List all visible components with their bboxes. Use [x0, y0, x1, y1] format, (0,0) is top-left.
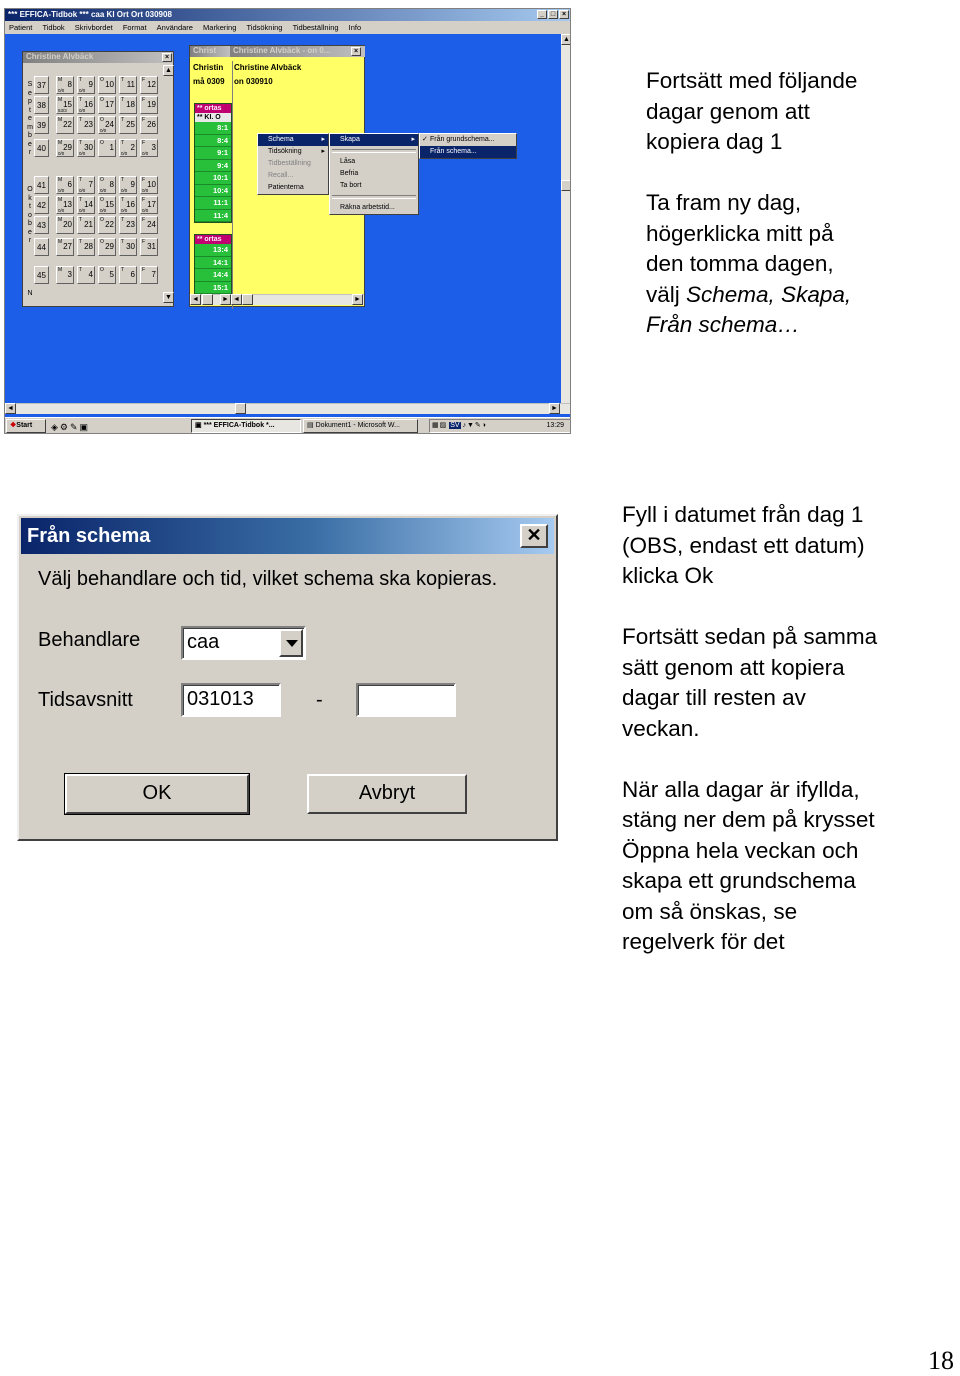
day-hours: 0/0	[100, 208, 107, 213]
context-menu	[257, 133, 329, 195]
scroll-up-icon[interactable]: ▲	[163, 65, 174, 76]
scroll-down-icon[interactable]: ▼	[163, 292, 174, 303]
taskbar-item-word[interactable]: ▤ Dokument1 - Microsoft W...	[303, 419, 418, 433]
day-number: 7	[151, 270, 156, 279]
day-number: 7	[88, 180, 93, 189]
day-hours: 0/0	[79, 108, 86, 113]
main-scroll-right-icon[interactable]: ►	[549, 403, 560, 414]
calendar-day[interactable]	[119, 176, 137, 194]
tidsavsnitt-from-input[interactable]: 031013	[181, 683, 281, 717]
calendar-day[interactable]	[56, 196, 74, 214]
instruction-text-2: Fyll i datumet från dag 1 (OBS, endast ett datum) klicka Ok Fortsätt sedan på samma sätt genom att kopiera dagar till resten av veckan. När alla dagar är ifyllda, stäng ner dem på krysset Öppna hela veckan och skapa ett grundschema om så önskas, se regelverk för det	[622, 502, 878, 954]
main-scroll-left-icon[interactable]: ◄	[5, 403, 16, 414]
day-number: 27	[63, 242, 72, 251]
calendar-window	[22, 51, 174, 307]
slot[interactable]: 13:4	[195, 244, 231, 257]
menu-format[interactable]: Format	[122, 23, 147, 32]
calendar-day[interactable]	[140, 76, 158, 94]
scroll-thumb[interactable]	[202, 294, 213, 305]
dialog-instruction: Välj behandlare och tid, vilket schema ska kopieras.	[38, 568, 498, 590]
calendar-day[interactable]	[98, 238, 116, 256]
month-label-september: S e p t e m b e r	[27, 81, 33, 156]
menu-item-befria[interactable]: Befria	[340, 170, 359, 177]
close-icon[interactable]: ✕	[520, 524, 548, 548]
menu-item-tidsokning[interactable]: Tidsökning ▸	[258, 146, 328, 158]
day-letter: M	[58, 77, 63, 83]
day-letter: O	[100, 267, 104, 273]
day-number: 12	[147, 80, 156, 89]
calendar-day[interactable]	[77, 139, 95, 157]
day-letter: T	[121, 217, 125, 223]
calendar-close-icon[interactable]: ×	[162, 53, 172, 62]
calendar-day[interactable]	[56, 216, 74, 234]
dialog-title: Från schema	[27, 525, 151, 547]
word-icon: ▤	[307, 422, 316, 429]
day-letter: M	[58, 140, 63, 146]
day-number: 29	[63, 143, 72, 152]
calendar-day[interactable]	[119, 96, 137, 114]
calendar-day[interactable]	[140, 238, 158, 256]
calendar-title: Christine Alvbäck	[26, 52, 94, 61]
day-letter: T	[79, 117, 83, 123]
effica-screenshot	[4, 8, 571, 434]
day-hours: 0/0	[100, 188, 107, 193]
behandlare-dropdown[interactable]	[181, 626, 306, 660]
day-hours: 0/0	[79, 88, 86, 93]
slot[interactable]: 15:1	[195, 282, 231, 295]
tidsavsnitt-label: Tidsavsnitt	[38, 689, 133, 711]
col2-date: on 030910	[234, 77, 273, 86]
day-number: 3	[67, 270, 72, 279]
day-number: 6	[130, 270, 135, 279]
day-letter: M	[58, 217, 63, 223]
calendar-day[interactable]	[98, 216, 116, 234]
col1-name: Christin	[193, 63, 224, 72]
calendar-day[interactable]	[119, 76, 137, 94]
day-number: 10	[147, 180, 156, 189]
tray-icons-2: ♪▼✎◑	[462, 422, 488, 429]
vscroll[interactable]	[561, 34, 571, 404]
menu-bar	[5, 21, 571, 34]
day-number: 22	[105, 220, 114, 229]
scroll-left-icon-2[interactable]: ◄	[231, 294, 242, 305]
calendar-day[interactable]	[77, 176, 95, 194]
day-letter: T	[121, 117, 125, 123]
menu-tidsokning[interactable]: Tidsökning	[246, 23, 283, 32]
vscroll-up-icon[interactable]: ▲	[561, 34, 571, 45]
menu-skrivbordet[interactable]: Skrivbordet	[74, 23, 113, 32]
day-letter: F	[142, 117, 146, 123]
day-letter: F	[142, 267, 146, 273]
main-scroll-thumb[interactable]	[235, 403, 246, 414]
schedule-hscroll[interactable]	[190, 294, 364, 305]
menu-item-lasa[interactable]: Låsa	[340, 158, 356, 165]
vscroll-thumb[interactable]	[561, 180, 571, 191]
calendar-day[interactable]	[56, 266, 74, 284]
taskbar	[5, 417, 571, 433]
chevron-down-icon[interactable]	[279, 629, 303, 657]
app-icon: ▣	[195, 422, 204, 429]
calendar-day[interactable]	[98, 176, 116, 194]
calendar-day[interactable]	[98, 266, 116, 284]
day-number: 19	[147, 100, 156, 109]
day-hours: 0/0	[100, 128, 107, 133]
calendar-day[interactable]	[56, 139, 74, 157]
maximize-icon[interactable]: □	[548, 10, 558, 19]
calendar-day[interactable]	[119, 266, 137, 284]
calendar-day[interactable]	[98, 76, 116, 94]
day-letter: O	[100, 140, 104, 146]
calendar-day[interactable]	[140, 139, 158, 157]
calendar-day[interactable]	[56, 176, 74, 194]
calendar-day[interactable]	[119, 216, 137, 234]
dialog-title-bar	[21, 518, 554, 554]
menu-markering[interactable]: Markering	[203, 23, 237, 32]
behandlare-label: Behandlare	[38, 629, 141, 651]
calendar-day[interactable]	[119, 139, 137, 157]
day-letter: T	[121, 239, 125, 245]
week-number[interactable]: 37	[34, 76, 49, 94]
calendar-day[interactable]	[77, 238, 95, 256]
calendar-day[interactable]	[140, 196, 158, 214]
day-number: 24	[147, 220, 156, 229]
day-hours: 0/0	[121, 208, 128, 213]
slot[interactable]: 9:1	[195, 147, 231, 160]
day-letter: F	[142, 177, 146, 183]
calendar-day[interactable]	[56, 238, 74, 256]
day-letter: T	[79, 140, 83, 146]
day-number: 29	[105, 242, 114, 251]
day-letter: F	[142, 77, 146, 83]
week-number[interactable]: 40	[34, 139, 49, 157]
close-icon[interactable]: ×	[559, 10, 569, 19]
cancel-button[interactable]: Avbryt	[307, 774, 467, 814]
slot[interactable]: 8:4	[195, 135, 231, 148]
day-number: 10	[105, 80, 114, 89]
day-number: 8	[67, 80, 72, 89]
calendar-day[interactable]	[140, 216, 158, 234]
day-hours: 0/0	[79, 151, 86, 156]
calendar-day[interactable]	[98, 196, 116, 214]
day-number: 17	[105, 100, 114, 109]
month-label-november: N	[27, 290, 33, 297]
day-letter: F	[142, 197, 146, 203]
day-letter: O	[100, 117, 104, 123]
day-number: 30	[126, 242, 135, 251]
day-hours: 0/0	[142, 151, 149, 156]
slot[interactable]: 9:4	[195, 160, 231, 173]
menu-item-ta-bort[interactable]: Ta bort	[340, 182, 362, 189]
day-number: 11	[126, 80, 135, 89]
menu-separator	[332, 195, 416, 199]
day-letter: F	[142, 140, 146, 146]
calendar-day[interactable]	[119, 116, 137, 134]
calendar-day[interactable]	[140, 176, 158, 194]
calendar-day[interactable]	[119, 196, 137, 214]
day-hours: 0/0	[142, 208, 149, 213]
calendar-day[interactable]	[77, 216, 95, 234]
schedule-title-right: Christine Alvbäck - on 0...	[230, 46, 365, 57]
system-tray	[429, 419, 571, 433]
time-slots-afternoon: ** ortas 13:4 14:1 14:4 15:1	[194, 234, 232, 295]
day-letter: O	[100, 239, 104, 245]
day-letter: M	[58, 267, 63, 273]
day-letter: T	[79, 177, 83, 183]
day-number: 28	[84, 242, 93, 251]
clock: 13:29	[546, 422, 564, 429]
col1-date: må 0309	[193, 77, 225, 86]
week-number[interactable]: 38	[34, 96, 49, 114]
calendar-day[interactable]	[56, 116, 74, 134]
day-letter: T	[121, 77, 125, 83]
menu-item-fran-grundschema[interactable]: ✓ Från grundschema...	[420, 134, 516, 146]
day-number: 26	[147, 120, 156, 129]
day-hours: 53/3	[58, 108, 67, 113]
day-number: 23	[126, 220, 135, 229]
behandlare-value: caa	[187, 631, 220, 653]
week-number[interactable]: 44	[34, 238, 49, 256]
day-letter: T	[79, 239, 83, 245]
day-hours: 0/0	[121, 188, 128, 193]
check-icon: ✓	[422, 136, 428, 143]
day-number: 9	[130, 180, 135, 189]
start-button[interactable]: ❖Start	[6, 419, 46, 433]
week-number[interactable]: 43	[34, 216, 49, 234]
slot[interactable]: 14:4	[195, 269, 231, 282]
day-letter: T	[79, 97, 83, 103]
ok-button[interactable]: OK	[65, 774, 249, 814]
day-number: 31	[147, 242, 156, 251]
day-number: 23	[84, 120, 93, 129]
calendar-day[interactable]	[98, 116, 116, 134]
calendar-day[interactable]	[140, 96, 158, 114]
main-hscroll[interactable]	[5, 403, 571, 414]
month-label-oktober: O k t o b e r	[27, 186, 33, 244]
tray-icons: ▦▨	[432, 422, 448, 429]
menu-anvandare[interactable]: Användare	[156, 23, 193, 32]
day-number: 24	[105, 120, 114, 129]
menu-item-recall[interactable]: Recall...	[268, 172, 294, 179]
calendar-day[interactable]	[98, 139, 116, 157]
calendar-day[interactable]	[98, 96, 116, 114]
schema-submenu	[419, 133, 517, 159]
day-number: 2	[130, 143, 135, 152]
day-letter: O	[100, 77, 104, 83]
day-hours: 0/0	[142, 188, 149, 193]
scroll-right-icon[interactable]: ►	[220, 294, 231, 305]
page-number: 18	[928, 1346, 954, 1375]
calendar-day[interactable]	[77, 96, 95, 114]
calendar-day[interactable]	[77, 266, 95, 284]
scroll-right-icon-2[interactable]: ►	[352, 294, 363, 305]
menu-item-schema[interactable]: Schema ▸	[258, 134, 328, 146]
slot[interactable]: 14:1	[195, 257, 231, 270]
day-letter: M	[58, 239, 63, 245]
day-letter: F	[142, 97, 146, 103]
scroll-thumb-2[interactable]	[242, 294, 253, 305]
day-hours: 0/0	[58, 208, 65, 213]
day-number: 30	[84, 143, 93, 152]
windows-logo-icon: ❖	[10, 422, 17, 429]
app-title: *** EFFICA-Tidbok *** caa KI Ort Ort 030908	[8, 10, 172, 19]
skapa-menu	[329, 133, 419, 215]
day-number: 20	[63, 220, 72, 229]
day-number: 1	[109, 143, 114, 152]
day-number: 15	[105, 200, 114, 209]
day-letter: T	[79, 77, 83, 83]
menu-separator	[332, 149, 416, 153]
day-number: 9	[88, 80, 93, 89]
day-hours: 0/0	[58, 88, 65, 93]
schedule-title-left: Christ	[190, 46, 230, 57]
day-hours: 0/0	[121, 151, 128, 156]
calendar-day[interactable]	[77, 116, 95, 134]
day-letter: T	[121, 177, 125, 183]
tidsavsnitt-to-input[interactable]	[356, 683, 456, 717]
menu-item-rakna-arbetstid[interactable]: Räkna arbetstid...	[340, 204, 395, 211]
day-letter: T	[121, 97, 125, 103]
menu-tidbestallning[interactable]: Tidbeställning	[292, 23, 339, 32]
slot[interactable]: 11:4	[195, 210, 231, 223]
day-letter: F	[142, 217, 146, 223]
menu-item-patienterna[interactable]: Patienterna	[268, 184, 304, 191]
day-hours: 0/0	[58, 188, 65, 193]
calendar-day[interactable]	[140, 266, 158, 284]
taskbar-item-effica[interactable]: ▣ *** EFFICA-Tidbok *...	[191, 419, 301, 433]
scroll-left-icon[interactable]: ◄	[190, 294, 201, 305]
day-hours: 0/0	[79, 188, 86, 193]
quicklaunch-icons[interactable]: ◈⚙✎▣	[51, 422, 91, 432]
week-number[interactable]: 39	[34, 116, 49, 134]
submenu-arrow-icon: ▸	[321, 148, 325, 155]
time-slots-morning: ** ortas ** KI. O 8:1 8:4 9:1 9:4 10:1 10:4 11:1 11:4	[194, 103, 232, 223]
app-title-bar	[5, 9, 571, 21]
day-number: 22	[63, 120, 72, 129]
week-number[interactable]: 42	[34, 196, 49, 214]
day-letter: T	[121, 140, 125, 146]
day-number: 25	[126, 120, 135, 129]
day-number: 17	[147, 200, 156, 209]
calendar-day[interactable]	[77, 196, 95, 214]
col2-name: Christine Alvbäck	[234, 63, 302, 72]
day-number: 13	[63, 200, 72, 209]
day-letter: F	[142, 239, 146, 245]
day-hours: 0/0	[79, 208, 86, 213]
schedule-close-icon[interactable]: ×	[351, 47, 361, 56]
week-number[interactable]: 41	[34, 176, 49, 194]
day-number: 5	[109, 270, 114, 279]
day-number: 16	[126, 200, 135, 209]
slot[interactable]: 10:4	[195, 185, 231, 198]
slot[interactable]: 8:1	[195, 122, 231, 135]
menu-item-fran-schema[interactable]: Från schema...	[420, 146, 516, 158]
day-letter: T	[121, 267, 125, 273]
day-letter: O	[100, 217, 104, 223]
menu-item-skapa[interactable]: Skapa ▸	[330, 134, 418, 146]
calendar-day[interactable]	[56, 76, 74, 94]
range-dash: -	[316, 689, 323, 711]
day-letter: T	[79, 197, 83, 203]
instruction-text-1: Fortsätt med följande dagar genom att kopiera dag 1 Ta fram ny dag, högerklicka mitt på den tomma dagen, välj Schema, Skapa, Från schema…	[646, 68, 858, 337]
minimize-icon[interactable]: _	[537, 10, 547, 19]
day-number: 14	[84, 200, 93, 209]
day-letter: O	[100, 97, 104, 103]
day-number: 18	[126, 100, 135, 109]
submenu-arrow-icon: ▸	[411, 136, 415, 143]
day-letter: M	[58, 197, 63, 203]
day-hours: 0/0	[58, 151, 65, 156]
day-letter: O	[100, 197, 104, 203]
menu-tidbok[interactable]: Tidbok	[42, 23, 65, 32]
day-letter: M	[58, 97, 63, 103]
column-divider	[232, 61, 233, 309]
day-number: 16	[84, 100, 93, 109]
day-letter: T	[121, 197, 125, 203]
menu-info[interactable]: Info	[348, 23, 362, 32]
calendar-day[interactable]	[140, 116, 158, 134]
day-letter: M	[58, 177, 63, 183]
day-letter: M	[58, 117, 63, 123]
day-number: 4	[88, 270, 93, 279]
slot[interactable]: 11:1	[195, 197, 231, 210]
language-indicator: SV	[450, 422, 460, 429]
submenu-arrow-icon: ▸	[321, 136, 325, 143]
day-number: 15	[63, 100, 72, 109]
calendar-title-bar	[23, 52, 173, 63]
calendar-day[interactable]	[77, 76, 95, 94]
menu-item-tidbestallning[interactable]: Tidbeställning	[268, 160, 311, 167]
day-number: 6	[67, 180, 72, 189]
week-number[interactable]: 45	[34, 266, 49, 284]
day-number: 8	[109, 180, 114, 189]
menu-patient[interactable]: Patient	[9, 23, 33, 32]
day-number: 3	[151, 143, 156, 152]
day-letter: T	[79, 217, 83, 223]
calendar-day[interactable]	[56, 96, 74, 114]
slot[interactable]: 10:1	[195, 172, 231, 185]
calendar-day[interactable]	[119, 238, 137, 256]
day-letter: T	[79, 267, 83, 273]
fran-schema-dialog	[17, 514, 558, 841]
day-number: 21	[84, 220, 93, 229]
day-letter: O	[100, 177, 104, 183]
